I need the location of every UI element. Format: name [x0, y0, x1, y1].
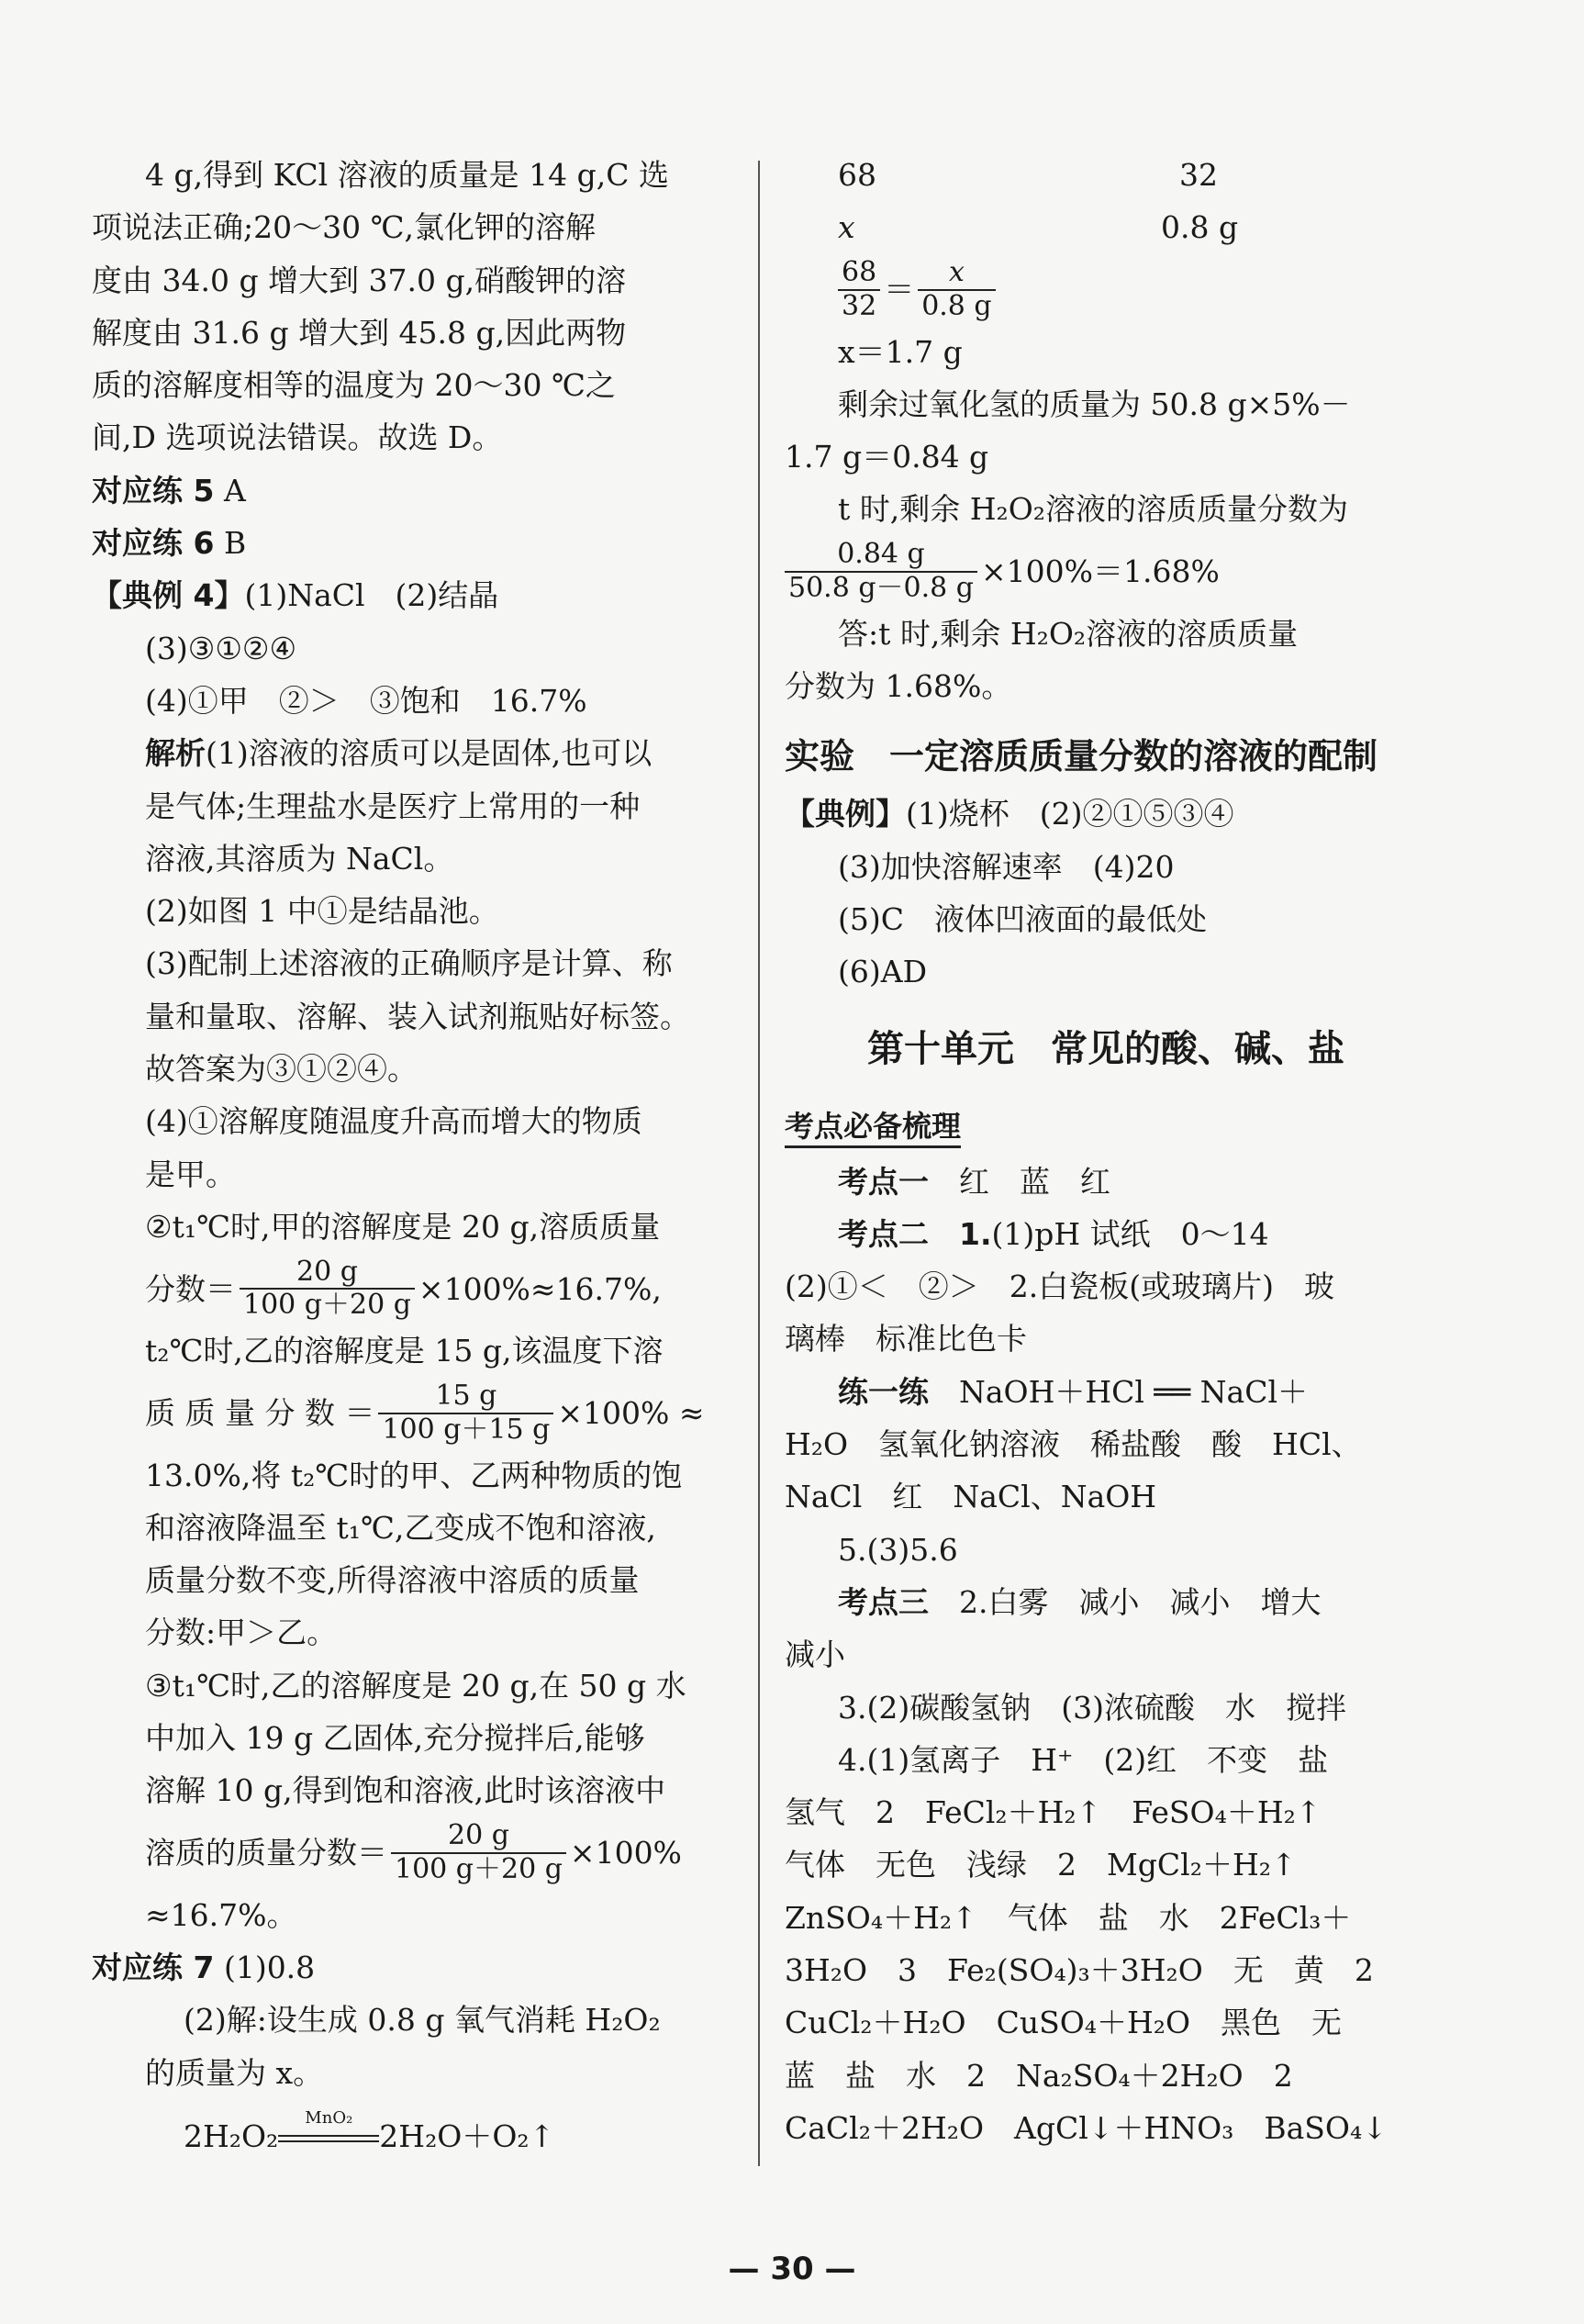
- practice-text: NaOH＋HCl ══ NaCl＋: [929, 1373, 1309, 1410]
- denominator: 100 g＋15 g: [382, 1413, 551, 1446]
- denominator: 0.8 g: [921, 289, 992, 322]
- text-line: 氢气 2 FeCl₂＋H₂↑ FeSO₄＋H₂↑: [785, 1794, 1322, 1831]
- practice-label: 练一练: [838, 1373, 929, 1410]
- formula-tail: ×100%＝1.68%: [981, 553, 1220, 590]
- point-label: 考点二: [838, 1215, 929, 1252]
- point-line: [785, 1156, 1427, 1208]
- analysis-line: [92, 727, 745, 779]
- fraction: [240, 1257, 415, 1322]
- exercise-line: [92, 1941, 745, 1994]
- section-title-wrap: [785, 1100, 1427, 1156]
- text-line: 质量分数不变,所得溶液中溶质的质量: [145, 1562, 640, 1599]
- text-line: (6)AD: [838, 954, 928, 990]
- example-answer: (1)NaCl (2)结晶: [244, 577, 499, 614]
- numerator: 20 g: [391, 1820, 566, 1854]
- text-line: 溶液,其溶质为 NaCl。: [145, 840, 454, 877]
- formula-line: [92, 1817, 745, 1889]
- text-line: ≈16.7%。: [145, 1896, 297, 1933]
- formula-tail: ×100% ≈: [557, 1394, 705, 1431]
- text-line: 分数为 1.68%。: [785, 668, 1012, 705]
- proportion-line: [785, 254, 1427, 326]
- analysis-text: (1)溶液的溶质可以是固体,也可以: [206, 735, 653, 772]
- exercise-label: 对应练 7: [92, 1949, 215, 1985]
- text-line: 中加入 19 g 乙固体,充分搅拌后,能够: [145, 1720, 645, 1757]
- exercise-label: 对应练 6: [92, 525, 215, 562]
- formula-lead: 溶质的质量分数＝: [145, 1834, 387, 1871]
- formula-line: [92, 1378, 745, 1449]
- reactant: 2H₂O₂: [184, 2117, 279, 2154]
- formula-tail: ×100%: [569, 1834, 682, 1871]
- text-line: 项说法正确;20～30 ℃,氯化钾的溶解: [92, 209, 596, 246]
- text-line: 质的溶解度相等的温度为 20～30 ℃之: [92, 367, 616, 404]
- formula-lead: 分数＝: [145, 1270, 236, 1307]
- point-line: [785, 1208, 1427, 1260]
- ratio-line: [785, 201, 1427, 253]
- product: 2H₂O＋O₂↑: [379, 2117, 555, 2154]
- catalyst: MnO₂: [305, 2107, 353, 2128]
- text-line: 是气体;生理盐水是医疗上常用的一种: [145, 788, 641, 824]
- text-line: ③t₁℃时,乙的溶解度是 20 g,在 50 g 水: [145, 1667, 686, 1704]
- text-line: 4.(1)氢离子 H⁺ (2)红 不变 盐: [838, 1741, 1329, 1778]
- column-divider: [758, 161, 760, 2166]
- text-line: 答:t 时,剩余 H₂O₂溶液的溶质质量: [838, 615, 1299, 652]
- numerator: 15 g: [378, 1380, 553, 1414]
- text-line: ZnSO₄＋H₂↑ 气体 盐 水 2FeCl₃＋: [785, 1899, 1352, 1936]
- section-title: 考点必备梳理: [785, 1107, 961, 1148]
- text-line: 3.(2)碳酸氢钠 (3)浓硫酸 水 搅拌: [838, 1689, 1346, 1726]
- text-line: 度由 34.0 g 增大到 37.0 g,硝酸钾的溶: [92, 262, 627, 298]
- text-line: 剩余过氧化氢的质量为 50.8 g×5%－: [838, 385, 1351, 422]
- example-line: [785, 788, 1427, 840]
- exercise-answer: B: [214, 525, 247, 562]
- ratio-value: x: [838, 209, 855, 246]
- text-line: 分数:甲＞乙。: [145, 1615, 338, 1651]
- formula-line: [92, 1253, 745, 1324]
- text-line: NaCl 红 NaCl、NaOH: [785, 1479, 1157, 1515]
- text-line: (3)③①②④: [145, 630, 297, 666]
- ratio-value: 0.8 g: [1161, 209, 1239, 246]
- example-label: 【典例】: [785, 796, 906, 832]
- ratio-value: 32: [1179, 157, 1218, 193]
- text-line: 和溶液降温至 t₁℃,乙变成不饱和溶液,: [145, 1509, 656, 1546]
- denominator: 50.8 g－0.8 g: [788, 571, 974, 604]
- equation-line: [92, 2107, 745, 2162]
- ratio-value: 68: [838, 157, 876, 193]
- point-text: (1)pH 试纸 0～14: [991, 1215, 1269, 1252]
- text-line: (4)①溶解度随温度升高而增大的物质: [145, 1103, 642, 1140]
- equals-sign: ＝: [884, 271, 915, 307]
- exercise-answer: A: [214, 472, 246, 508]
- point-label: 考点三: [838, 1583, 929, 1620]
- practice-line: [785, 1366, 1427, 1418]
- formula-line: [785, 536, 1427, 608]
- analysis-label: 解析: [145, 735, 206, 772]
- exercise-line: [92, 464, 745, 517]
- text-line: 1.7 g＝0.84 g: [785, 439, 989, 475]
- point-label: 考点一: [838, 1163, 929, 1200]
- formula-lead: 质 质 量 分 数 ＝: [145, 1394, 375, 1431]
- item-number: 1.: [929, 1215, 992, 1252]
- text-line: 溶解 10 g,得到饱和溶液,此时该溶液中: [145, 1772, 666, 1809]
- text-line: CaCl₂＋2H₂O AgCl↓＋HNO₃ BaSO₄↓: [785, 2109, 1388, 2146]
- text-line: (4)①甲 ②＞ ③饱和 16.7%: [145, 682, 587, 719]
- exercise-answer: (1)0.8: [214, 1949, 316, 1985]
- experiment-title: 实验 一定溶质质量分数的溶液的配制: [785, 736, 1378, 777]
- text-line: t 时,剩余 H₂O₂溶液的溶质质量分数为: [838, 491, 1349, 528]
- example-label: 【典例 4】: [92, 577, 245, 614]
- text-line: H₂O 氢氧化钠溶液 稀盐酸 酸 HCl、: [785, 1426, 1362, 1463]
- text-line: 是甲。: [145, 1156, 236, 1192]
- text-line: 气体 无色 浅绿 2 MgCl₂＋H₂↑: [785, 1847, 1297, 1883]
- text-line: (2)解:设生成 0.8 g 氧气消耗 H₂O₂: [184, 2002, 661, 2039]
- text-line: x＝1.7 g: [838, 333, 963, 370]
- text-line: (2)①＜ ②＞ 2.白瓷板(或玻璃片) 玻: [785, 1268, 1334, 1305]
- text-line: (3)配制上述溶液的正确顺序是计算、称: [145, 945, 673, 982]
- text-line: 减小: [785, 1637, 845, 1673]
- example-line: [92, 569, 745, 621]
- left-column: [92, 149, 745, 2162]
- denominator: 100 g＋20 g: [243, 1289, 411, 1322]
- text-line: 解度由 31.6 g 增大到 45.8 g,因此两物: [92, 314, 627, 351]
- text-line: ②t₁℃时,甲的溶解度是 20 g,溶质质量: [145, 1208, 661, 1245]
- text-line: (3)加快溶解速率 (4)20: [838, 848, 1175, 885]
- numerator: x: [918, 257, 995, 291]
- point-line: [785, 1576, 1427, 1628]
- text-line: 4 g,得到 KCl 溶液的质量是 14 g,C 选: [145, 157, 669, 193]
- point-text: 2.白雾 减小 减小 增大: [929, 1583, 1322, 1620]
- text-line: 13.0%,将 t₂℃时的甲、乙两种物质的饱: [145, 1457, 683, 1493]
- denominator: 100 g＋20 g: [395, 1852, 563, 1885]
- text-line: 3H₂O 3 Fe₂(SO₄)₃＋3H₂O 无 黄 2: [785, 1952, 1374, 1989]
- numerator: 20 g: [240, 1257, 415, 1290]
- text-line: 间,D 选项说法错误。故选 D。: [92, 419, 503, 456]
- formula-tail: ×100%≈16.7%,: [418, 1270, 662, 1307]
- exercise-label: 对应练 5: [92, 472, 215, 508]
- text-line: (2)如图 1 中①是结晶池。: [145, 893, 499, 930]
- fraction: [378, 1380, 553, 1446]
- denominator: 32: [842, 289, 877, 322]
- numerator: 68: [838, 257, 880, 291]
- numerator: 0.84 g: [785, 539, 977, 573]
- fraction: [838, 257, 880, 322]
- page-number: — 30 —: [728, 2251, 856, 2287]
- text-line: t₂℃时,乙的溶解度是 15 g,该温度下溶: [145, 1333, 664, 1369]
- text-line: 的质量为 x。: [145, 2054, 324, 2091]
- fraction: [785, 539, 977, 604]
- text-line: 量和量取、溶解、装入试剂瓶贴好标签。: [145, 998, 690, 1034]
- ratio-line: [785, 149, 1427, 201]
- text-line: (5)C 液体凹液面的最低处: [838, 900, 1207, 937]
- unit-title: 第十单元 常见的酸、碱、盐: [867, 1027, 1344, 1070]
- fraction: [918, 257, 995, 322]
- fraction: [391, 1820, 566, 1885]
- exercise-line: [92, 517, 745, 569]
- point-text: 红 蓝 红: [929, 1163, 1110, 1200]
- text-line: 璃棒 标准比色卡: [785, 1321, 1027, 1358]
- text-line: CuCl₂＋H₂O CuSO₄＋H₂O 黑色 无: [785, 2005, 1343, 2041]
- text-line: 蓝 盐 水 2 Na₂SO₄＋2H₂O 2: [785, 2057, 1293, 2094]
- example-answer: (1)烧杯 (2)②①⑤③④: [906, 796, 1234, 832]
- text-line: 故答案为③①②④。: [145, 1051, 418, 1088]
- text-line: 5.(3)5.6: [838, 1531, 958, 1568]
- catalyst-arrow: [278, 2107, 379, 2162]
- right-column: [785, 149, 1427, 2154]
